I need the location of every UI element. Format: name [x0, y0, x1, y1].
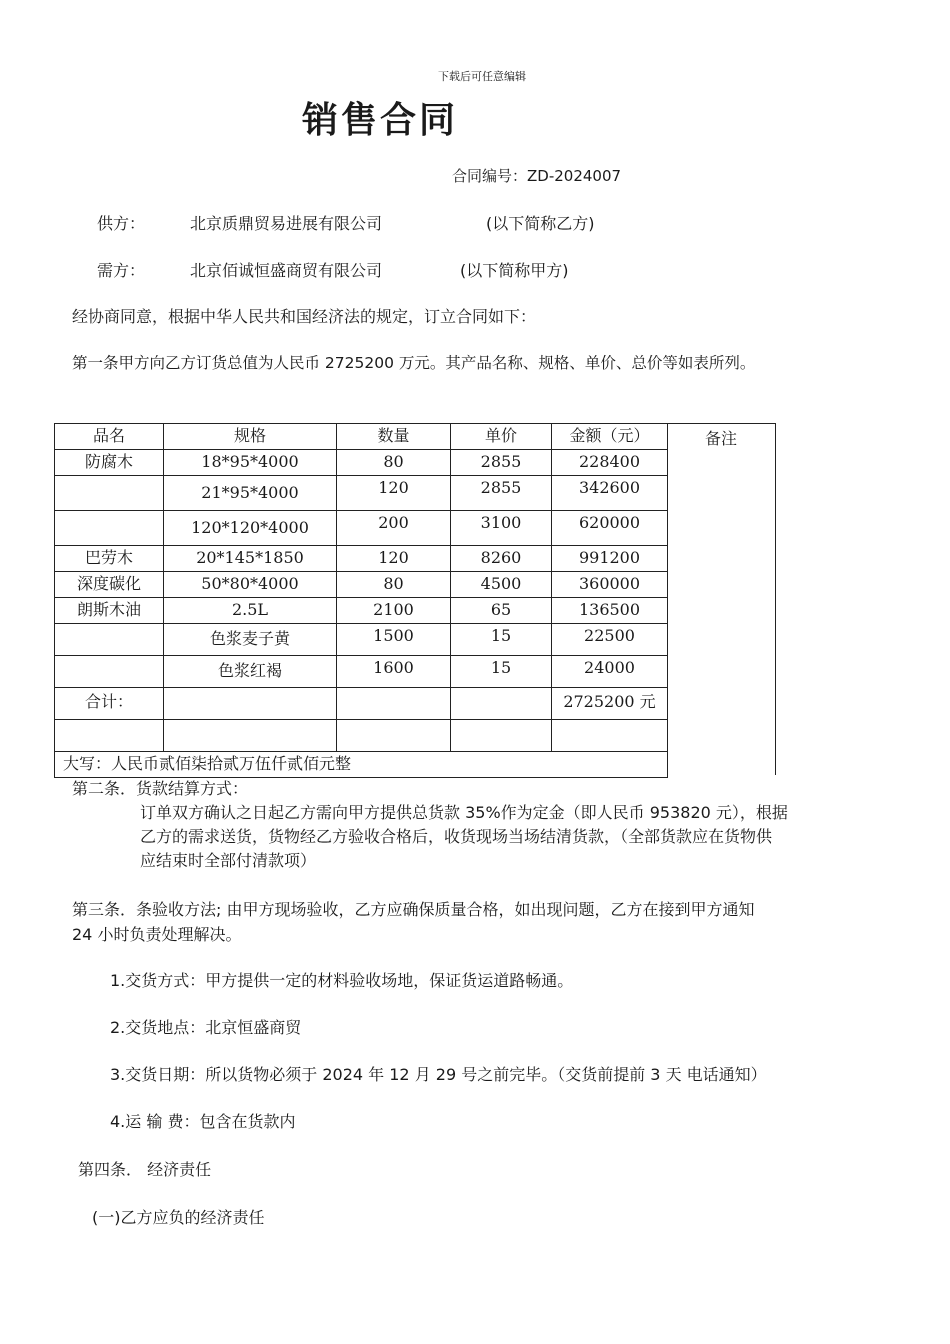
total-label: 合计：: [55, 688, 164, 720]
article-3-line-2: 24 小时负责处理解决。: [72, 925, 242, 944]
cell-name: 朗斯木油: [55, 598, 164, 624]
cell-price: 15: [451, 656, 552, 688]
article-2-line-1: 订单双方确认之日起乙方需向甲方提供总货款 35%作为定金（即人民币 953820 元），根据: [140, 803, 788, 822]
cell-qty: 1500: [337, 624, 451, 656]
table-row: [55, 511, 668, 546]
cell-qty: 120: [337, 476, 451, 511]
table-row: [55, 624, 668, 656]
delivery-method: 1.交货方式：甲方提供一定的材料验收场地，保证货运道路畅通。: [110, 971, 574, 990]
cell-name: [55, 511, 164, 546]
cell-amount: 24000: [552, 656, 668, 688]
cell-amount: 22500: [552, 624, 668, 656]
cell-name: [55, 624, 164, 656]
blank-row: [55, 720, 668, 752]
table-row: [55, 546, 668, 572]
buyer-label: 需方：: [97, 261, 146, 280]
cell-price: 4500: [451, 572, 552, 598]
cell-name: [55, 656, 164, 688]
cell-name: [55, 476, 164, 511]
header-price: 单价: [451, 424, 552, 450]
blank-cell: [164, 720, 337, 752]
table-row: [55, 450, 668, 476]
capital-amount-row: [55, 752, 668, 778]
cell-spec: 21*95*4000: [164, 476, 337, 511]
table-row: [55, 656, 668, 688]
cell-spec: 120*120*4000: [164, 511, 337, 546]
cell-amount: 991200: [552, 546, 668, 572]
header-spec: 规格: [164, 424, 337, 450]
capital-amount: 大写：人民币贰佰柒拾贰万伍仟贰佰元整: [55, 752, 668, 778]
delivery-location: 2.交货地点：北京恒盛商贸: [110, 1018, 302, 1037]
table-header-row: [55, 424, 668, 450]
buyer-name: 北京佰诚恒盛商贸有限公司: [190, 261, 383, 280]
cell-qty: 1600: [337, 656, 451, 688]
cell-spec: 色浆红褐: [164, 656, 337, 688]
article-1: 第一条甲方向乙方订货总值为人民币 2725200 万元。其产品名称、规格、单价、总价等如表所列。: [72, 354, 756, 372]
page-title: 销售合同: [302, 100, 459, 141]
total-empty-cell: [164, 688, 337, 720]
cell-qty: 80: [337, 450, 451, 476]
cell-spec: 色浆麦子黄: [164, 624, 337, 656]
table-row: [55, 572, 668, 598]
cell-price: 3100: [451, 511, 552, 546]
header-qty: 数量: [337, 424, 451, 450]
cell-qty: 120: [337, 546, 451, 572]
cell-name: 巴劳木: [55, 546, 164, 572]
header-name: 品名: [55, 424, 164, 450]
top-note: 下载后可任意编辑: [438, 70, 526, 83]
cell-amount: 342600: [552, 476, 668, 511]
article-2-title: 第二条．货款结算方式：: [72, 779, 249, 798]
cell-amount: 136500: [552, 598, 668, 624]
blank-cell: [337, 720, 451, 752]
cell-amount: 360000: [552, 572, 668, 598]
supplier-name: 北京质鼎贸易进展有限公司: [190, 214, 383, 233]
article-4-title: 第四条． 经济责任: [78, 1160, 212, 1179]
remark-column: [667, 423, 776, 775]
header-amount: 金额（元）: [552, 424, 668, 450]
header-remark: 备注: [704, 429, 737, 448]
total-empty-cell: [337, 688, 451, 720]
cell-qty: 2100: [337, 598, 451, 624]
cell-name: 防腐木: [55, 450, 164, 476]
blank-cell: [55, 720, 164, 752]
cell-qty: 200: [337, 511, 451, 546]
article-3-line-1: 第三条．条验收方法; 由甲方现场验收，乙方应确保质量合格，如出现问题，乙方在接到甲方通知: [72, 900, 755, 919]
cell-spec: 50*80*4000: [164, 572, 337, 598]
transport-fee: 4.运 输 费：包含在货款内: [110, 1112, 296, 1131]
cell-amount: 620000: [552, 511, 668, 546]
supplier-note: (以下简称乙方): [486, 214, 595, 233]
table-row: [55, 476, 668, 511]
cell-spec: 18*95*4000: [164, 450, 337, 476]
cell-qty: 80: [337, 572, 451, 598]
cell-price: 8260: [451, 546, 552, 572]
cell-price: 15: [451, 624, 552, 656]
order-table: [54, 423, 776, 774]
cell-name: 深度碳化: [55, 572, 164, 598]
contract-number-value: ZD-2024007: [527, 167, 622, 185]
contract-number: [452, 165, 621, 186]
cell-spec: 2.5L: [164, 598, 337, 624]
total-value: 2725200 元: [552, 688, 668, 720]
intro-paragraph: 经协商同意，根据中华人民共和国经济法的规定，订立合同如下：: [72, 307, 537, 326]
cell-spec: 20*145*1850: [164, 546, 337, 572]
total-empty-cell: [451, 688, 552, 720]
article-4-subtitle: (一)乙方应负的经济责任: [92, 1208, 265, 1227]
article-2-line-3: 应结束时全部付清款项）: [140, 851, 317, 870]
cell-price: 2855: [451, 476, 552, 511]
cell-amount: 228400: [552, 450, 668, 476]
cell-price: 65: [451, 598, 552, 624]
blank-cell: [451, 720, 552, 752]
article-2-line-2: 乙方的需求送货，货物经乙方验收合格后，收货现场当场结清货款，（全部货款应在货物供: [140, 827, 773, 846]
total-row: [55, 688, 668, 720]
buyer-note: (以下简称甲方): [460, 261, 569, 280]
cell-price: 2855: [451, 450, 552, 476]
table-row: [55, 598, 668, 624]
contract-number-label: 合同编号：: [452, 167, 528, 185]
supplier-label: 供方：: [97, 214, 146, 233]
blank-cell: [552, 720, 668, 752]
delivery-date: 3.交货日期：所以货物必须于 2024 年 12 月 29 号之前完毕。（交货前提前 3 天 电话通知）: [110, 1065, 767, 1084]
